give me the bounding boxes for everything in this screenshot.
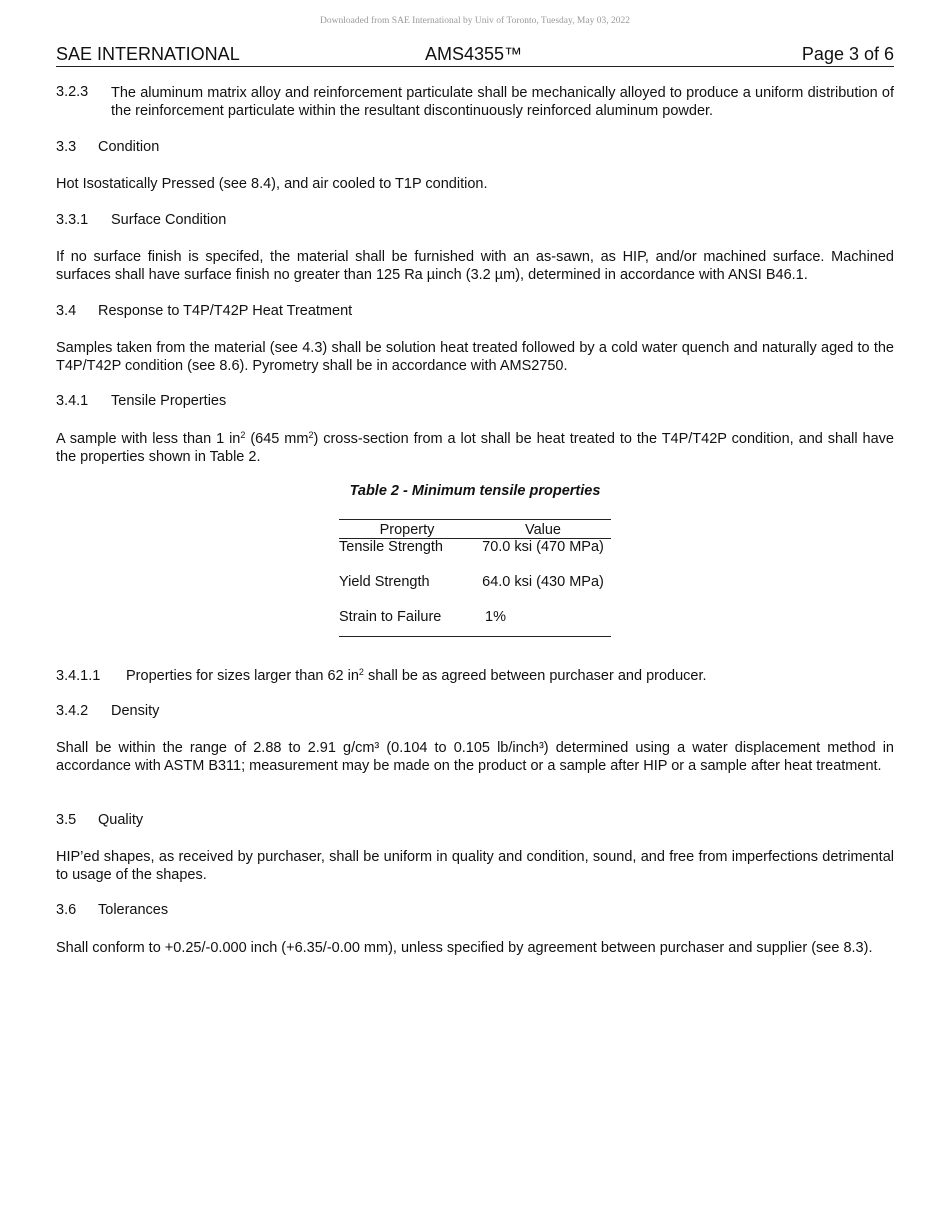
section-number: 3.4 (56, 303, 77, 319)
section-number: 3.3.1 (56, 212, 89, 228)
table-row (339, 609, 611, 637)
section-3-3-heading (56, 139, 894, 155)
section-3-5-text: HIP’ed shapes, as received by purchaser, shall be uniform in quality and condition, sound, and free from imperfections detrimental to usage of the shapes. (56, 849, 894, 883)
superscript: 2 (240, 430, 246, 440)
table-row (339, 574, 611, 609)
text-part: ) cross-section from a lot shall be heat treated to the T4P/T42P condition, and shall have the properties shown in Table 2. (56, 431, 894, 465)
tensile-properties-table (339, 519, 611, 637)
section-title: Tolerances (98, 902, 169, 918)
text-part: A sample with less than 1 in (56, 431, 241, 447)
section-3-6-text: Shall conform to +0.25/-0.000 inch (+6.35/-0.00 mm), unless specified by agreement between purchaser and supplier (see 8.3). (56, 940, 873, 956)
superscript: 2 (308, 430, 314, 440)
text-part: Properties for sizes larger than 62 in (126, 668, 359, 684)
section-text: The aluminum matrix alloy and reinforcement particulate shall be mechanically alloyed to produce a uniform distribution of the reinforcement particulate within the resultant discontinuously reinforced aluminum powder. (111, 85, 894, 119)
text-part: shall be as agreed between purchaser and producer. (363, 668, 707, 684)
header-document-number: AMS4355™ (425, 44, 523, 64)
table-row (339, 539, 611, 575)
section-3-4-2-text: Shall be within the range of 2.88 to 2.91 g/cm³ (0.104 to 0.105 lb/inch³) determined using a water displacement method in accordance with ASTM B311; measurement may be made on the product or a sample after HIP or a sample after heat treatment. (56, 740, 894, 774)
section-3-6-heading (56, 902, 894, 918)
section-3-4-heading (56, 303, 894, 319)
section-title: Quality (98, 812, 144, 828)
section-title: Density (111, 703, 160, 719)
section-3-3-1-text: If no surface finish is specifed, the material shall be furnished with an as-sawn, as HIP, and/or machined surface. Machined surfaces shall have surface finish no greater than 125 Ra µinch (3.2 µm), determined in accordance with ANSI B46.1. (56, 249, 894, 283)
column-header-property: Property (339, 520, 475, 539)
section-3-3-text: Hot Isostatically Pressed (see 8.4), and air cooled to T1P condition. (56, 176, 488, 192)
download-watermark: Downloaded from SAE International by Univ of Toronto, Tuesday, May 03, 2022 (320, 16, 630, 26)
text-part: (645 mm (245, 431, 309, 447)
section-number: 3.4.1 (56, 393, 89, 409)
section-number: 3.2.3 (56, 84, 89, 100)
section-3-4-1-1 (56, 667, 894, 685)
section-title: Tensile Properties (111, 393, 227, 409)
section-title: Surface Condition (111, 212, 227, 228)
section-number: 3.6 (56, 902, 77, 918)
section-3-4-2-heading (56, 703, 894, 719)
page-header (56, 44, 894, 67)
header-organization: SAE INTERNATIONAL (56, 44, 240, 64)
header-page-number: Page 3 of 6 (801, 44, 894, 64)
table-cell: Tensile Strength (339, 539, 443, 555)
section-3-2-3 (56, 84, 894, 120)
superscript: 2 (358, 667, 364, 677)
table-caption: Table 2 - Minimum tensile properties (349, 483, 601, 499)
section-3-4-1-heading (56, 393, 894, 409)
column-header-value: Value (475, 520, 611, 539)
table-cell: 70.0 ksi (470 MPa) (482, 539, 604, 555)
table-cell: 1% (475, 609, 611, 637)
section-3-3-1-heading (56, 212, 894, 228)
section-number: 3.5 (56, 812, 77, 828)
section-number: 3.3 (56, 139, 77, 155)
section-title: Response to T4P/T42P Heat Treatment (98, 303, 353, 319)
section-3-4-1-text (56, 430, 894, 466)
section-number: 3.4.2 (56, 703, 89, 719)
table-cell: Strain to Failure (339, 609, 475, 637)
table-header-row (339, 520, 611, 539)
section-title: Condition (98, 139, 160, 155)
table-cell: 64.0 ksi (430 MPa) (482, 574, 604, 590)
table-cell: Yield Strength (339, 574, 430, 590)
section-number: 3.4.1.1 (56, 668, 101, 684)
section-3-5-heading (56, 812, 894, 828)
section-3-4-text: Samples taken from the material (see 4.3) shall be solution heat treated followed by a cold water quench and naturally aged to the T4P/T42P condition (see 8.6). Pyrometry shall be in accordance with AMS2750. (56, 340, 894, 374)
